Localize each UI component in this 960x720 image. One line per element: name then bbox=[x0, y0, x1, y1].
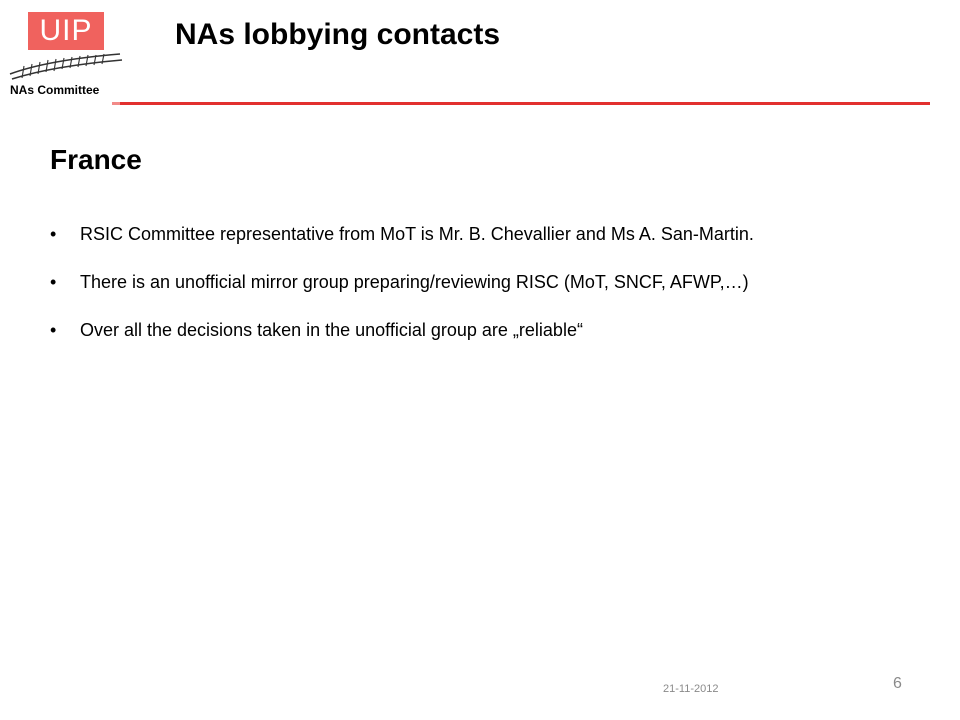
logo-text: UIP bbox=[39, 14, 93, 47]
bullet-list bbox=[50, 220, 880, 364]
uip-logo bbox=[8, 10, 133, 102]
bullet-item bbox=[50, 268, 880, 296]
section-heading: France bbox=[50, 144, 142, 175]
bullet-text: Over all the decisions taken in the unofficial group are „reliable“ bbox=[80, 320, 583, 340]
bullet-icon: • bbox=[50, 320, 57, 340]
rail-tracks-icon bbox=[8, 40, 126, 84]
bullet-icon: • bbox=[50, 272, 57, 292]
bullet-icon: • bbox=[50, 224, 57, 244]
bullet-text: RSIC Committee representative from MoT is Mr. B. Chevallier and Ms A. San-Martin. bbox=[80, 224, 754, 244]
bullet-item bbox=[50, 220, 880, 248]
title-divider-tip bbox=[112, 102, 120, 105]
footer-date: 21-11-2012 bbox=[663, 683, 719, 695]
title-divider bbox=[115, 102, 930, 105]
page-title: NAs lobbying contacts bbox=[175, 18, 501, 51]
bullet-item bbox=[50, 316, 880, 344]
page-number: 6 bbox=[893, 675, 902, 692]
logo-subtitle: NAs Committee bbox=[10, 83, 100, 97]
bullet-text: There is an unofficial mirror group preparing/reviewing RISC (MoT, SNCF, AFWP,…) bbox=[80, 272, 749, 292]
